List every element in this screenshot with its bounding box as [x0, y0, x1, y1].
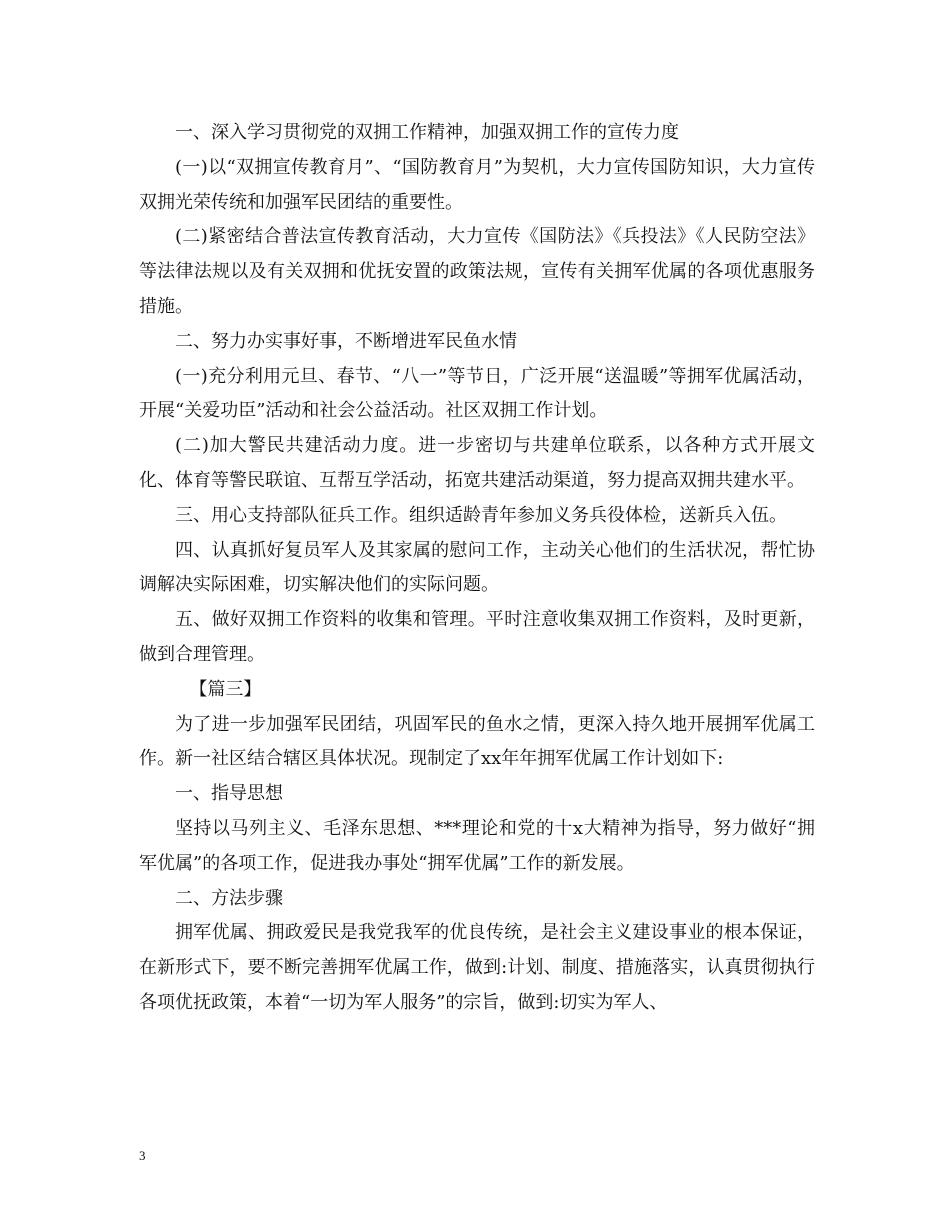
paragraph: 拥军优属、拥政爱民是我党我军的优良传统，是社会主义建设事业的根本保证，在新形式下，要不断完善拥军优属工作，做到:计划、制度、措施落实，认真贯彻执行各项优抚政策，本着“一切为军人服务”的宗旨，做到:切实为军人、 — [139, 922, 815, 1013]
subheading-method-steps: 二、方法步骤 — [175, 887, 283, 909]
subheading-guiding-thought: 一、指导思想 — [175, 783, 283, 805]
paragraph: 坚持以马列主义、毛泽东思想、***理论和党的十x大精神为指导，努力做好“拥军优属”的各项工作，促进我办事处“拥军优属”工作的新发展。 — [139, 817, 815, 874]
paragraph: (二)加大警民共建活动力度。进一步密切与共建单位联系，以各种方式开展文化、体育等警民联谊、互帮互学活动，拓宽共建活动渠道，努力提高双拥共建水平。 — [139, 435, 815, 491]
article-tag: 【篇三】 — [189, 678, 262, 700]
section-heading-4: 四、认真抓好复员军人及其家属的慰问工作，主动关心他们的生活状况，帮忙协调解决实际困难，切实解决他们的实际问题。 — [139, 539, 815, 596]
paragraph: 为了进一步加强军民团结，巩固军民的鱼水之情，更深入持久地开展拥军优属工作。新一社区结合辖区具体状况。现制定了xx年年拥军优属工作计划如下: — [139, 713, 815, 770]
page-number: 3 — [139, 1148, 146, 1163]
section-heading-1: 一、深入学习贯彻党的双拥工作精神，加强双拥工作的宣传力度 — [175, 122, 679, 143]
paragraph: (一)充分利用元旦、春节、“八一”等节日，广泛开展“送温暖”等拥军优属活动，开展“关爱功臣”活动和社会公益活动。社区双拥工作计划。 — [139, 365, 815, 422]
document-body — [139, 116, 815, 1021]
section-heading-3: 三、用心支持部队征兵工作。组织适龄青年参加义务兵役体检，送新兵入伍。 — [175, 504, 787, 526]
section-heading-2: 二、努力办实事好事，不断增进军民鱼水情 — [175, 330, 517, 352]
paragraph: (二)紧密结合普法宣传教育活动，大力宣传《国防法》《兵投法》《人民防空法》等法律法规以及有关双拥和优抚安置的政策法规，宣传有关拥军优属的各项优惠服务措施。 — [139, 226, 815, 317]
paragraph: (一)以“双拥宣传教育月”、“国防教育月”为契机，大力宣传国防知识，大力宣传双拥光荣传统和加强军民团结的重要性。 — [139, 156, 815, 213]
section-heading-5: 五、做好双拥工作资料的收集和管理。平时注意收集双拥工作资料，及时更新，做到合理管理。 — [139, 609, 815, 665]
